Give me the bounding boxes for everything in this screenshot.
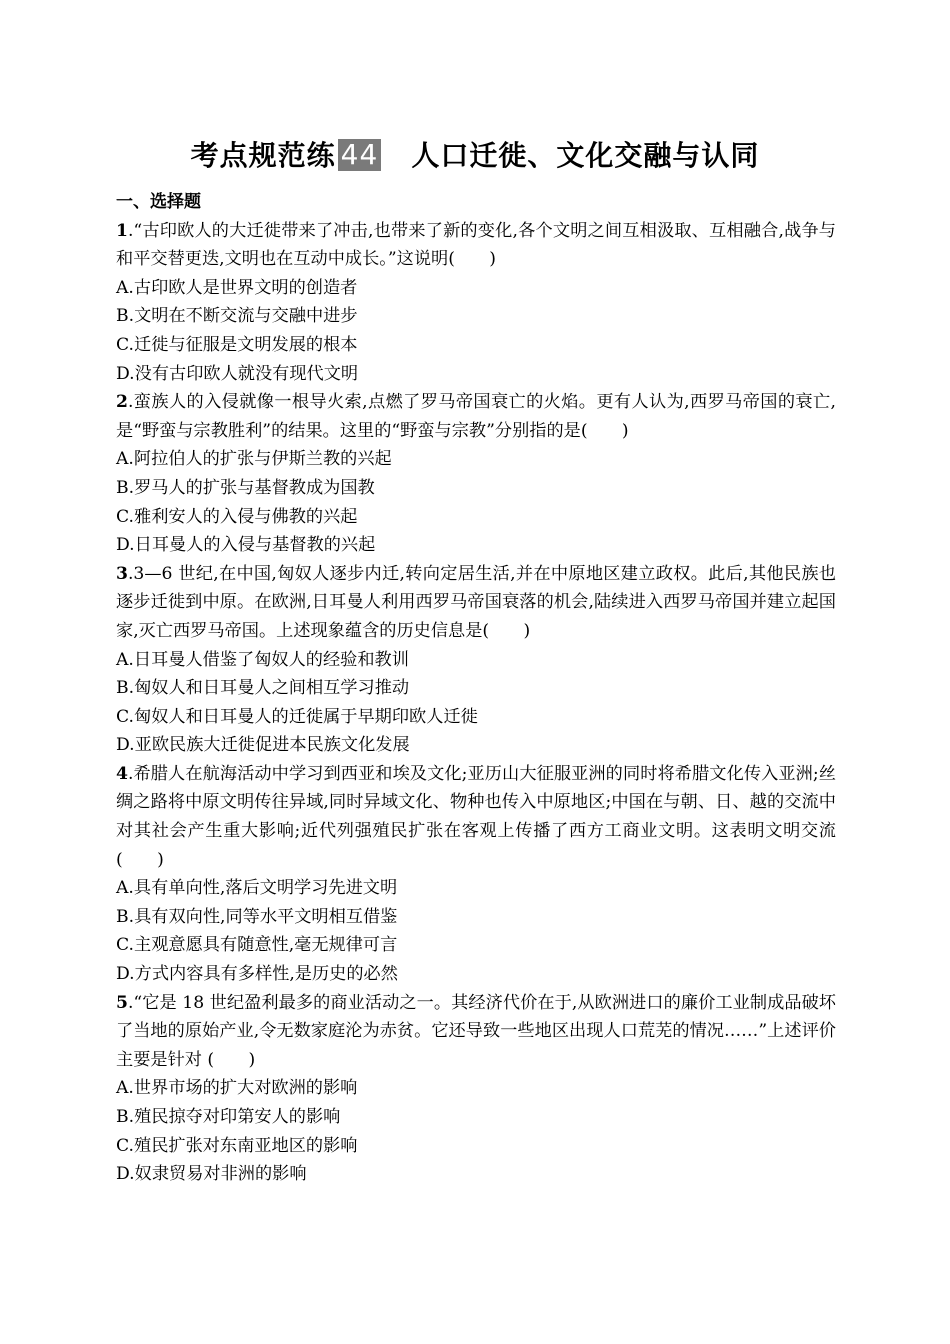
option-b: B.罗马人的扩张与基督教成为国教: [116, 477, 375, 498]
question-text: .“它是 18 世纪盈利最多的商业活动之一。其经济代价在于,从欧洲进口的廉价工业制成品破坏了当地的原始产业,令无数家庭沦为赤贫。它还导致一些地区出现人口荒芜的情况……”上述评价主要是针对 ( ): [116, 992, 836, 1070]
section-heading: 一、选择题: [116, 192, 201, 212]
option-d: D.奴隶贸易对非洲的影响: [116, 1164, 307, 1185]
option-b: B.殖民掠夺对印第安人的影响: [116, 1107, 341, 1127]
question-2-stem: [116, 388, 836, 445]
question-5-stem: [116, 989, 836, 1075]
option-a: A.日耳曼人借鉴了匈奴人的经验和教训: [116, 649, 409, 670]
question-number: 2: [116, 392, 128, 413]
option-a: A.阿拉伯人的扩张与伊斯兰教的兴起: [116, 449, 392, 470]
option-b: B.文明在不断交流与交融中进步: [116, 306, 358, 327]
option-c: C.主观意愿具有随意性,毫无规律可言: [116, 935, 398, 956]
option-c: C.殖民扩张对东南亚地区的影响: [116, 1135, 358, 1156]
question-4-stem: [116, 760, 836, 874]
question-text: .蛮族人的入侵就像一根导火索,点燃了罗马帝国衰亡的火焰。更有人认为,西罗马帝国的衰亡,是“野蛮与宗教胜利”的结果。这里的“野蛮与宗教”分别指的是( ): [116, 392, 836, 441]
question-3-stem: [116, 560, 836, 646]
question-number: 3: [116, 563, 128, 584]
title-prefix: 考点规范练: [190, 139, 336, 172]
option-d: D.亚欧民族大迁徙促进本民族文化发展: [116, 735, 410, 756]
page-title: [0, 138, 950, 174]
option-a: A.世界市场的扩大对欧洲的影响: [116, 1078, 358, 1099]
option-b: B.匈奴人和日耳曼人之间相互学习推动: [116, 678, 410, 699]
question-list: [116, 188, 836, 1189]
option-c: C.匈奴人和日耳曼人的迁徙属于早期印欧人迁徙: [116, 706, 478, 727]
question-1-stem: [116, 217, 836, 274]
option-c: C.雅利安人的入侵与佛教的兴起: [116, 506, 358, 527]
option-c: C.迁徙与征服是文明发展的根本: [116, 334, 358, 355]
question-number: 5: [116, 992, 128, 1013]
title-topic: 人口迁徙、文化交融与认同: [411, 139, 760, 172]
option-a: A.具有单向性,落后文明学习先进文明: [116, 878, 398, 899]
question-text: .3—6 世纪,在中国,匈奴人逐步内迁,转向定居生活,并在中原地区建立政权。此后,其他民族也逐步迁徙到中原。在欧洲,日耳曼人利用西罗马帝国衰落的机会,陆续进入西罗马帝国并建立起国家,灭亡西罗马帝国。上述现象蕴含的历史信息是( ): [116, 563, 836, 641]
question-number: 4: [116, 763, 128, 784]
option-a: A.古印欧人是世界文明的创造者: [116, 277, 358, 298]
option-b: B.具有双向性,同等水平文明相互借鉴: [116, 906, 398, 927]
option-d: D.日耳曼人的入侵与基督教的兴起: [116, 535, 376, 556]
option-d: D.没有古印欧人就没有现代文明: [116, 363, 359, 384]
exercise-number-badge: 44: [338, 139, 382, 171]
option-d: D.方式内容具有多样性,是历史的必然: [116, 964, 398, 985]
question-text: .“古印欧人的大迁徙带来了冲击,也带来了新的变化,各个文明之间互相汲取、互相融合,战争与和平交替更迭,文明也在互动中成长。”这说明( ): [116, 220, 836, 270]
question-number: 1: [116, 220, 128, 241]
question-text: .希腊人在航海活动中学习到西亚和埃及文化;亚历山大征服亚洲的同时将希腊文化传入亚洲;丝绸之路将中原文明传往异域,同时异域文化、物种也传入中原地区;中国在与朝、日、越的交流中对其社会产生重大影响;近代列强殖民扩张在客观上传播了西方工商业文明。这表明文明交流( ): [116, 763, 836, 870]
